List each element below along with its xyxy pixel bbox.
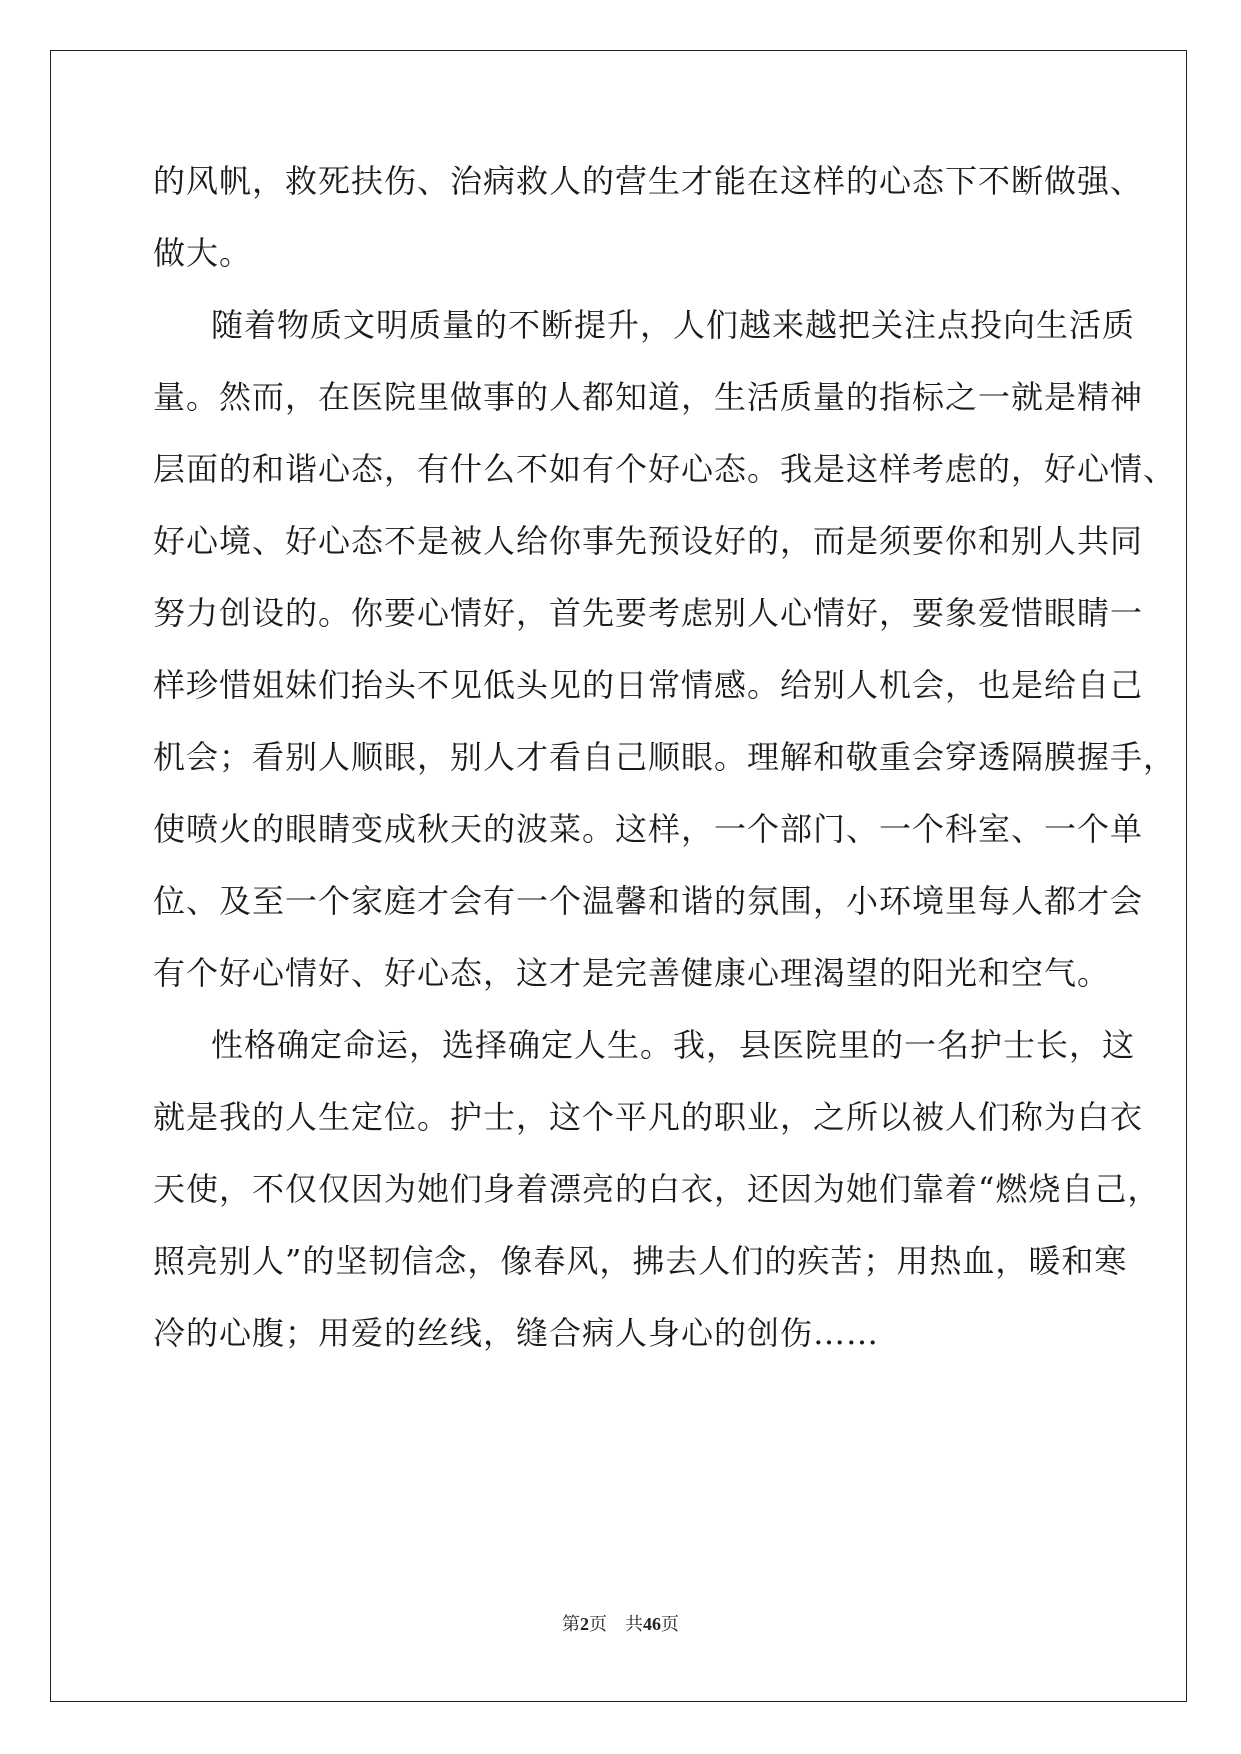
text-line: 的风帆，救死扶伤、治病救人的营生才能在这样的心态下不断做强、 bbox=[153, 162, 1144, 200]
footer-prefix: 第 bbox=[562, 1614, 580, 1634]
text-line: 位、及至一个家庭才会有一个温馨和谐的氛围，小环境里每人都才会 bbox=[153, 882, 1144, 920]
paragraph-first-line: 性格确定命运，选择确定人生。我，县医院里的一名护士长，这 bbox=[211, 1026, 1136, 1064]
text-line: 好心境、好心态不是被人给你事先预设好的，而是须要你和别人共同 bbox=[153, 522, 1144, 560]
page-footer bbox=[0, 1612, 1241, 1636]
text-line: 努力创设的。你要心情好，首先要考虑别人心情好，要象爱惜眼睛一 bbox=[153, 594, 1144, 632]
footer-mid: 页 共 bbox=[589, 1614, 643, 1634]
text-line: 照亮别人”的坚韧信念，像春风，拂去人们的疾苦；用热血，暖和寒 bbox=[153, 1242, 1128, 1280]
current-page-number: 2 bbox=[580, 1614, 589, 1634]
text-line: 量。然而，在医院里做事的人都知道，生活质量的指标之一就是精神 bbox=[153, 378, 1144, 416]
text-line: 有个好心情好、好心态，这才是完善健康心理渴望的阳光和空气。 bbox=[153, 954, 1111, 992]
text-line: 天使，不仅仅因为她们身着漂亮的白衣，还因为她们靠着“燃烧自己， bbox=[153, 1170, 1161, 1208]
page-border bbox=[50, 50, 1187, 1702]
text-line: 机会；看别人顺眼，别人才看自己顺眼。理解和敬重会穿透隔膜握手， bbox=[153, 738, 1177, 776]
text-line: 就是我的人生定位。护士，这个平凡的职业，之所以被人们称为白衣 bbox=[153, 1098, 1144, 1136]
total-pages-number: 46 bbox=[643, 1614, 661, 1634]
text-line: 样珍惜姐妹们抬头不见低头见的日常情感。给别人机会，也是给自己 bbox=[153, 666, 1144, 704]
paragraph-first-line: 随着物质文明质量的不断提升，人们越来越把关注点投向生活质 bbox=[211, 306, 1136, 344]
text-line: 做大。 bbox=[153, 234, 253, 272]
text-line: 使喷火的眼睛变成秋天的波菜。这样，一个部门、一个科室、一个单 bbox=[153, 810, 1144, 848]
text-line: 冷的心腹；用爱的丝线，缝合病人身心的创伤…… bbox=[153, 1314, 880, 1352]
text-line: 层面的和谐心态，有什么不如有个好心态。我是这样考虑的，好心情、 bbox=[153, 450, 1177, 488]
footer-suffix: 页 bbox=[661, 1614, 679, 1634]
